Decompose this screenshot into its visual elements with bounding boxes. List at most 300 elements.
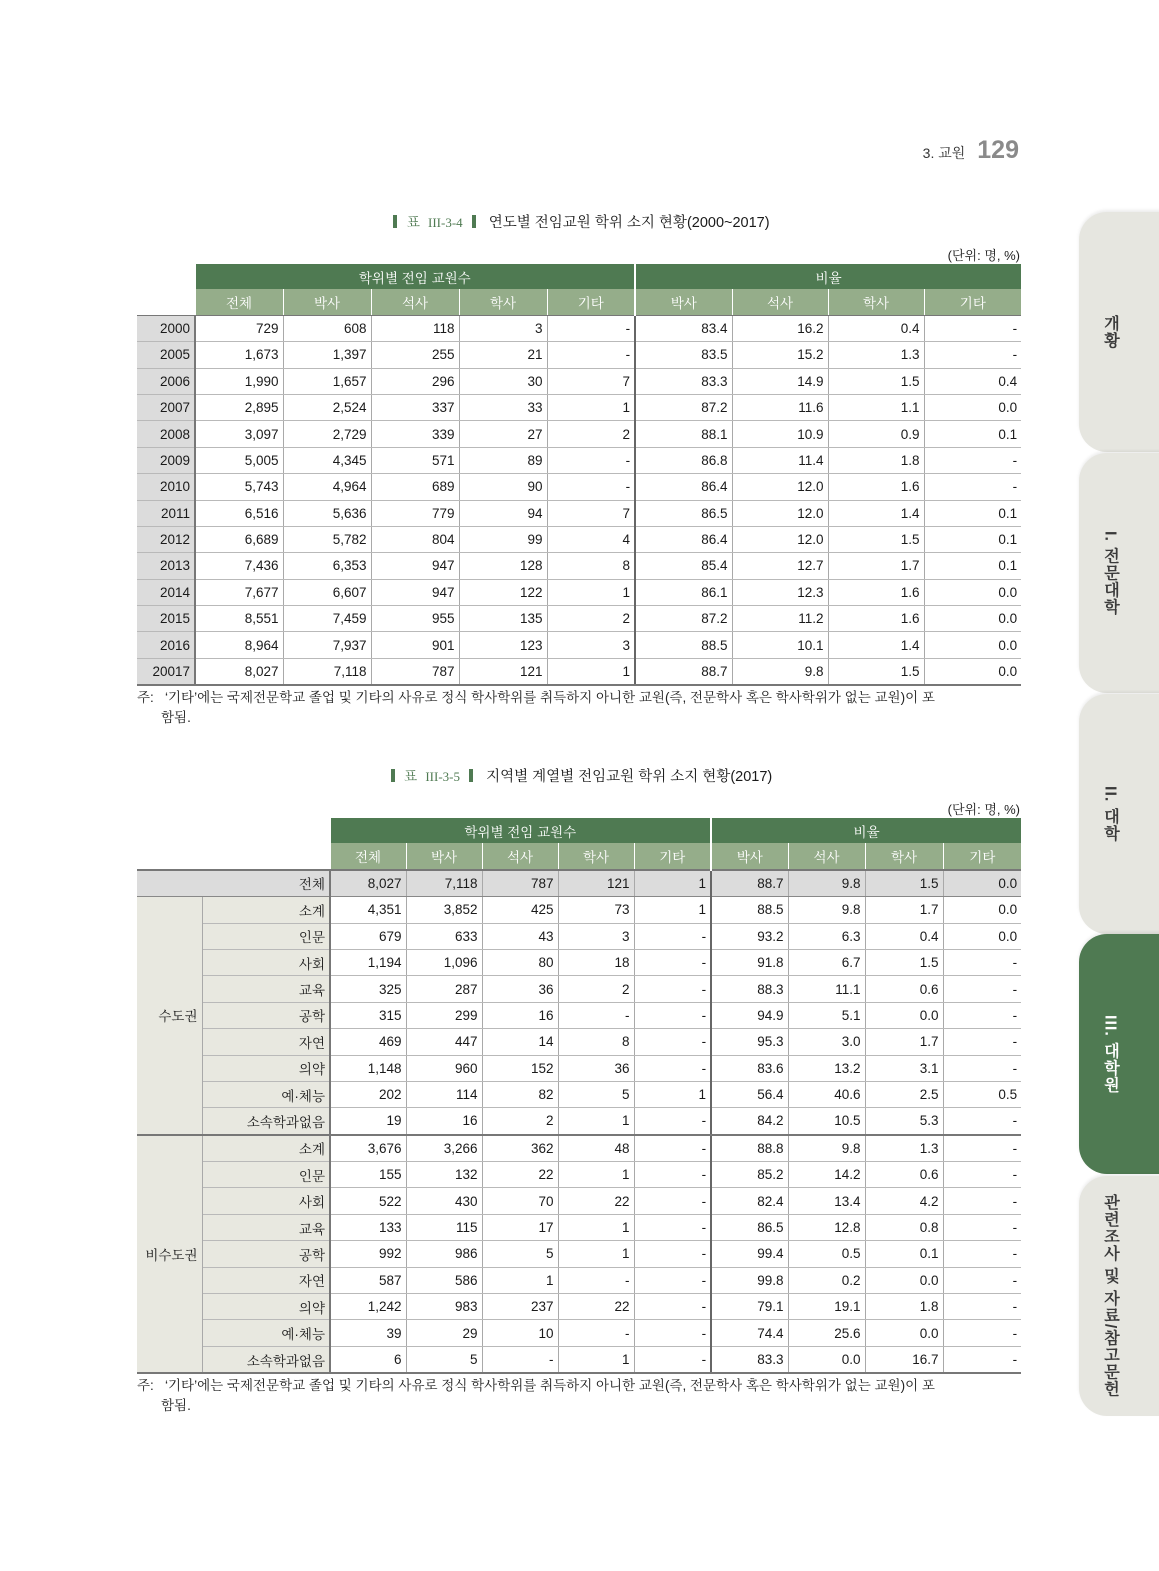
value-cell: 27 [459, 421, 547, 447]
value-cell: 3,266 [406, 1135, 482, 1162]
value-cell: - [547, 342, 635, 368]
value-cell: 1.5 [828, 658, 924, 685]
value-cell: 0.1 [924, 421, 1021, 447]
side-tab-overview[interactable] [1079, 212, 1159, 452]
value-cell: 16 [482, 1002, 558, 1028]
value-cell: 91.8 [711, 949, 788, 975]
value-cell: 0.0 [943, 923, 1021, 949]
value-cell: 901 [371, 632, 459, 658]
value-cell: 7,118 [406, 870, 482, 897]
value-cell: 0.0 [924, 632, 1021, 658]
value-cell: 960 [406, 1055, 482, 1081]
value-cell: 21 [459, 342, 547, 368]
field-cell: 인문 [202, 1162, 330, 1188]
value-cell: 255 [371, 342, 459, 368]
value-cell: 16.7 [865, 1346, 943, 1373]
field-cell: 예·체능 [202, 1320, 330, 1346]
table2-note [137, 1376, 1021, 1416]
value-cell: 7,436 [195, 553, 283, 579]
value-cell: 679 [330, 923, 406, 949]
table-row [137, 1214, 1021, 1240]
header-count-total: 전체 [195, 289, 283, 315]
table2-number: III-3-5 [425, 769, 460, 784]
value-cell: 0.6 [865, 1162, 943, 1188]
value-cell: 16 [406, 1108, 482, 1135]
value-cell: 9.8 [788, 1135, 865, 1162]
value-cell: 14.9 [732, 368, 828, 394]
value-cell: 4 [547, 526, 635, 552]
value-cell: 0.9 [828, 421, 924, 447]
value-cell: 2,729 [283, 421, 371, 447]
value-cell: - [482, 1346, 558, 1373]
table-row [137, 447, 1021, 473]
value-cell: - [924, 474, 1021, 500]
value-cell: 33 [459, 394, 547, 420]
value-cell: - [943, 1267, 1021, 1293]
value-cell: 40.6 [788, 1081, 865, 1107]
title-bar-right [469, 769, 473, 782]
table-row [137, 1188, 1021, 1214]
value-cell: 2 [547, 606, 635, 632]
value-cell: - [634, 1055, 711, 1081]
value-cell: 1.1 [828, 394, 924, 420]
value-cell: 2,524 [283, 394, 371, 420]
value-cell: - [924, 315, 1021, 341]
table-row [137, 949, 1021, 975]
value-cell: 12.7 [732, 553, 828, 579]
value-cell: 571 [371, 447, 459, 473]
table-row [137, 1002, 1021, 1028]
value-cell: 10 [482, 1320, 558, 1346]
note-line-2: 함됨. [161, 710, 191, 725]
value-cell: 587 [330, 1267, 406, 1293]
value-cell: 296 [371, 368, 459, 394]
note-prefix: 주: [137, 690, 154, 705]
value-cell: 122 [459, 579, 547, 605]
table2-unit: (단위: 명, %) [947, 802, 1020, 817]
value-cell: 337 [371, 394, 459, 420]
value-cell: 152 [482, 1055, 558, 1081]
running-header [923, 136, 1019, 165]
value-cell: 0.0 [943, 870, 1021, 897]
value-cell: 1 [634, 1081, 711, 1107]
value-cell: 11.1 [788, 976, 865, 1002]
value-cell: 22 [558, 1294, 634, 1320]
table-row [137, 394, 1021, 420]
value-cell: 237 [482, 1294, 558, 1320]
value-cell: 1.5 [828, 526, 924, 552]
value-cell: 115 [406, 1214, 482, 1240]
value-cell: 5.1 [788, 1002, 865, 1028]
value-cell: 299 [406, 1002, 482, 1028]
value-cell: 8 [547, 553, 635, 579]
value-cell: 88.7 [635, 658, 732, 685]
table-row [137, 500, 1021, 526]
value-cell: 992 [330, 1241, 406, 1267]
note-prefix: 주: [137, 1378, 154, 1393]
value-cell: 1 [558, 1108, 634, 1135]
value-cell: 779 [371, 500, 459, 526]
table1 [137, 264, 1021, 686]
value-cell: 469 [330, 1029, 406, 1055]
value-cell: 1 [547, 394, 635, 420]
note-line-1: ‘기타’에는 국제전문학교 졸업 및 기타의 사유로 정식 학사학위를 취득하지 아니한 교원(즉, 전문학사 혹은 학사학위가 없는 교원)이 포 [165, 690, 935, 705]
year-cell: 2014 [137, 579, 195, 605]
side-tab-graduate-school[interactable] [1079, 934, 1159, 1174]
value-cell: 1,148 [330, 1055, 406, 1081]
header-count-total: 전체 [330, 843, 406, 869]
value-cell: 13.2 [788, 1055, 865, 1081]
value-cell: 5,782 [283, 526, 371, 552]
value-cell: 11.6 [732, 394, 828, 420]
value-cell: - [634, 1135, 711, 1162]
value-cell: - [943, 1241, 1021, 1267]
value-cell: - [634, 1267, 711, 1293]
year-cell: 2007 [137, 394, 195, 420]
year-cell: 2000 [137, 315, 195, 341]
value-cell: 16.2 [732, 315, 828, 341]
value-cell: - [924, 447, 1021, 473]
header-count-bachelor: 학사 [459, 289, 547, 315]
table-row [137, 897, 1021, 923]
value-cell: 7 [547, 500, 635, 526]
year-cell: 2009 [137, 447, 195, 473]
value-cell: 9.8 [788, 870, 865, 897]
table1-title [137, 211, 1021, 232]
note-line-1: ‘기타’에는 국제전문학교 졸업 및 기타의 사유로 정식 학사학위를 취득하지 아니한 교원(즉, 전문학사 혹은 학사학위가 없는 교원)이 포 [165, 1378, 935, 1393]
value-cell: 5,743 [195, 474, 283, 500]
header-count-doctor: 박사 [283, 289, 371, 315]
value-cell: 22 [558, 1188, 634, 1214]
value-cell: - [943, 1214, 1021, 1240]
value-cell: - [943, 1029, 1021, 1055]
value-cell: 586 [406, 1267, 482, 1293]
value-cell: 5,636 [283, 500, 371, 526]
value-cell: - [547, 474, 635, 500]
value-cell: 39 [330, 1320, 406, 1346]
header-ratio-other: 기타 [943, 843, 1021, 869]
value-cell: 95.3 [711, 1029, 788, 1055]
value-cell: 128 [459, 553, 547, 579]
value-cell: - [634, 1029, 711, 1055]
value-cell: 1.7 [828, 553, 924, 579]
value-cell: 3.0 [788, 1029, 865, 1055]
value-cell: 1 [634, 897, 711, 923]
value-cell: 123 [459, 632, 547, 658]
value-cell: 1.6 [828, 579, 924, 605]
value-cell: 0.0 [865, 1002, 943, 1028]
value-cell: 325 [330, 976, 406, 1002]
value-cell: 8,964 [195, 632, 283, 658]
value-cell: 1.5 [828, 368, 924, 394]
value-cell: 7 [547, 368, 635, 394]
year-cell: 2010 [137, 474, 195, 500]
table1-title-text: 연도별 전임교원 학위 소지 현황(2000~2017) [488, 215, 770, 231]
value-cell: 86.1 [635, 579, 732, 605]
value-cell: 0.5 [943, 1081, 1021, 1107]
value-cell: 1.8 [865, 1294, 943, 1320]
value-cell: 633 [406, 923, 482, 949]
value-cell: 83.3 [635, 368, 732, 394]
value-cell: 1,397 [283, 342, 371, 368]
value-cell: - [943, 1135, 1021, 1162]
header-ratio-master: 석사 [732, 289, 828, 315]
side-tab-university[interactable] [1079, 694, 1159, 934]
value-cell: 36 [558, 1055, 634, 1081]
side-tab-junior-college[interactable] [1079, 453, 1159, 693]
value-cell: 6.3 [788, 923, 865, 949]
header-count-group: 학위별 전임 교원수 [195, 264, 635, 289]
field-cell: 교육 [202, 976, 330, 1002]
table-row [137, 368, 1021, 394]
value-cell: 99.8 [711, 1267, 788, 1293]
side-tab-label: I. 전문대학 [1101, 530, 1119, 616]
value-cell: 14 [482, 1029, 558, 1055]
value-cell: 1.4 [828, 500, 924, 526]
value-cell: 17 [482, 1214, 558, 1240]
table-row [137, 1267, 1021, 1293]
field-cell: 소계 [202, 897, 330, 923]
value-cell: 12.0 [732, 526, 828, 552]
field-cell: 예·체능 [202, 1081, 330, 1107]
value-cell: 88.3 [711, 976, 788, 1002]
value-cell: - [634, 949, 711, 975]
value-cell: 121 [459, 658, 547, 685]
value-cell: 13.4 [788, 1188, 865, 1214]
value-cell: 0.0 [924, 394, 1021, 420]
value-cell: 0.0 [788, 1346, 865, 1373]
value-cell: 6,353 [283, 553, 371, 579]
note-line-2: 함됨. [161, 1398, 191, 1413]
value-cell: - [943, 949, 1021, 975]
value-cell: 82.4 [711, 1188, 788, 1214]
value-cell: 8,027 [330, 870, 406, 897]
value-cell: 430 [406, 1188, 482, 1214]
value-cell: 1 [558, 1241, 634, 1267]
value-cell: 4,964 [283, 474, 371, 500]
value-cell: 82 [482, 1081, 558, 1107]
table-row [137, 976, 1021, 1002]
value-cell: 0.1 [924, 526, 1021, 552]
value-cell: 29 [406, 1320, 482, 1346]
value-cell: - [943, 1002, 1021, 1028]
value-cell: 10.9 [732, 421, 828, 447]
value-cell: 11.2 [732, 606, 828, 632]
value-cell: 86.5 [711, 1214, 788, 1240]
table-row [137, 579, 1021, 605]
value-cell: 1.3 [828, 342, 924, 368]
header-blank [137, 843, 330, 869]
table2-title-text: 지역별 계열별 전임교원 학위 소지 현황(2017) [486, 769, 773, 785]
table2 [137, 818, 1021, 1374]
value-cell: 6.7 [788, 949, 865, 975]
value-cell: - [634, 976, 711, 1002]
table2-title [137, 765, 1021, 786]
value-cell: 7,118 [283, 658, 371, 685]
value-cell: 3 [558, 923, 634, 949]
value-cell: 25.6 [788, 1320, 865, 1346]
field-cell: 공학 [202, 1241, 330, 1267]
value-cell: 947 [371, 579, 459, 605]
value-cell: 6,516 [195, 500, 283, 526]
value-cell: - [558, 1320, 634, 1346]
value-cell: 11.4 [732, 447, 828, 473]
value-cell: 6,689 [195, 526, 283, 552]
table-row [137, 1241, 1021, 1267]
value-cell: 12.0 [732, 500, 828, 526]
value-cell: 10.1 [732, 632, 828, 658]
value-cell: 86.4 [635, 474, 732, 500]
value-cell: 118 [371, 315, 459, 341]
header-ratio-group: 비율 [635, 264, 1021, 289]
value-cell: - [634, 1108, 711, 1135]
year-cell: 20017 [137, 658, 195, 685]
field-cell: 소계 [202, 1135, 330, 1162]
value-cell: 89 [459, 447, 547, 473]
value-cell: 2.5 [865, 1081, 943, 1107]
value-cell: 787 [482, 870, 558, 897]
value-cell: 3,097 [195, 421, 283, 447]
value-cell: 1 [558, 1214, 634, 1240]
value-cell: 87.2 [635, 394, 732, 420]
table-row [137, 923, 1021, 949]
value-cell: 0.4 [828, 315, 924, 341]
value-cell: - [547, 447, 635, 473]
region-cell: 수도권 [137, 897, 202, 1135]
value-cell: 88.8 [711, 1135, 788, 1162]
header-ratio-master: 석사 [788, 843, 865, 869]
value-cell: 9.8 [732, 658, 828, 685]
value-cell: - [634, 1002, 711, 1028]
header-count-master: 석사 [482, 843, 558, 869]
value-cell: - [943, 1055, 1021, 1081]
header-count-other: 기타 [547, 289, 635, 315]
value-cell: - [634, 1320, 711, 1346]
value-cell: 1 [482, 1267, 558, 1293]
value-cell: 5 [558, 1081, 634, 1107]
header-blank [137, 289, 195, 315]
table-row [137, 1294, 1021, 1320]
value-cell: 0.0 [924, 579, 1021, 605]
header-ratio-doctor: 박사 [635, 289, 732, 315]
value-cell: 30 [459, 368, 547, 394]
header-ratio-bachelor: 학사 [828, 289, 924, 315]
value-cell: 0.0 [865, 1320, 943, 1346]
table-row [137, 342, 1021, 368]
value-cell: 93.2 [711, 923, 788, 949]
value-cell: 0.0 [924, 658, 1021, 685]
side-tab-references[interactable] [1079, 1176, 1159, 1416]
value-cell: 0.1 [924, 553, 1021, 579]
value-cell: 56.4 [711, 1081, 788, 1107]
title-bar-right [472, 215, 476, 228]
value-cell: 1 [547, 579, 635, 605]
value-cell: 339 [371, 421, 459, 447]
header-ratio-bachelor: 학사 [865, 843, 943, 869]
value-cell: 86.8 [635, 447, 732, 473]
value-cell: 0.2 [788, 1267, 865, 1293]
header-count-group: 학위별 전임 교원수 [330, 818, 711, 843]
table-row [137, 1135, 1021, 1162]
header-blank [137, 264, 195, 289]
value-cell: - [924, 342, 1021, 368]
value-cell: 1.6 [828, 606, 924, 632]
value-cell: - [634, 1241, 711, 1267]
value-cell: 73 [558, 897, 634, 923]
value-cell: 10.5 [788, 1108, 865, 1135]
header-count-master: 석사 [371, 289, 459, 315]
table-row [137, 606, 1021, 632]
header-ratio-doctor: 박사 [711, 843, 788, 869]
year-cell: 2005 [137, 342, 195, 368]
value-cell: 114 [406, 1081, 482, 1107]
value-cell: 88.5 [711, 897, 788, 923]
value-cell: 12.0 [732, 474, 828, 500]
value-cell: 22 [482, 1162, 558, 1188]
value-cell: 48 [558, 1135, 634, 1162]
value-cell: 0.5 [788, 1241, 865, 1267]
value-cell: 83.5 [635, 342, 732, 368]
value-cell: 88.5 [635, 632, 732, 658]
field-cell: 인문 [202, 923, 330, 949]
value-cell: 8,027 [195, 658, 283, 685]
value-cell: 88.1 [635, 421, 732, 447]
header-count-doctor: 박사 [406, 843, 482, 869]
value-cell: 1.5 [865, 949, 943, 975]
table1-unit: (단위: 명, %) [947, 248, 1020, 263]
year-cell: 2011 [137, 500, 195, 526]
value-cell: 5 [406, 1346, 482, 1373]
value-cell: 85.4 [635, 553, 732, 579]
value-cell: - [547, 315, 635, 341]
value-cell: 83.3 [711, 1346, 788, 1373]
field-cell: 의약 [202, 1055, 330, 1081]
value-cell: 80 [482, 949, 558, 975]
field-cell: 사회 [202, 1188, 330, 1214]
table2-label: 표 [403, 770, 418, 785]
value-cell: 84.2 [711, 1108, 788, 1135]
table-row [137, 1162, 1021, 1188]
value-cell: 0.6 [865, 976, 943, 1002]
value-cell: 947 [371, 553, 459, 579]
value-cell: 2 [558, 976, 634, 1002]
value-cell: 1,657 [283, 368, 371, 394]
value-cell: 2 [547, 421, 635, 447]
value-cell: 7,677 [195, 579, 283, 605]
value-cell: 85.2 [711, 1162, 788, 1188]
value-cell: 804 [371, 526, 459, 552]
value-cell: 689 [371, 474, 459, 500]
value-cell: 5.3 [865, 1108, 943, 1135]
table-row [137, 474, 1021, 500]
value-cell: 362 [482, 1135, 558, 1162]
value-cell: 79.1 [711, 1294, 788, 1320]
title-bar-left [393, 215, 397, 228]
table-row [137, 553, 1021, 579]
total-label: 전체 [137, 870, 330, 897]
side-tab-label: II. 대학 [1101, 786, 1119, 842]
value-cell: 88.7 [711, 870, 788, 897]
value-cell: 87.2 [635, 606, 732, 632]
header-ratio-group: 비율 [711, 818, 1021, 843]
value-cell: 19.1 [788, 1294, 865, 1320]
field-cell: 사회 [202, 949, 330, 975]
value-cell: 83.4 [635, 315, 732, 341]
value-cell: - [943, 1162, 1021, 1188]
value-cell: - [558, 1002, 634, 1028]
region-cell: 비수도권 [137, 1135, 202, 1374]
year-cell: 2012 [137, 526, 195, 552]
